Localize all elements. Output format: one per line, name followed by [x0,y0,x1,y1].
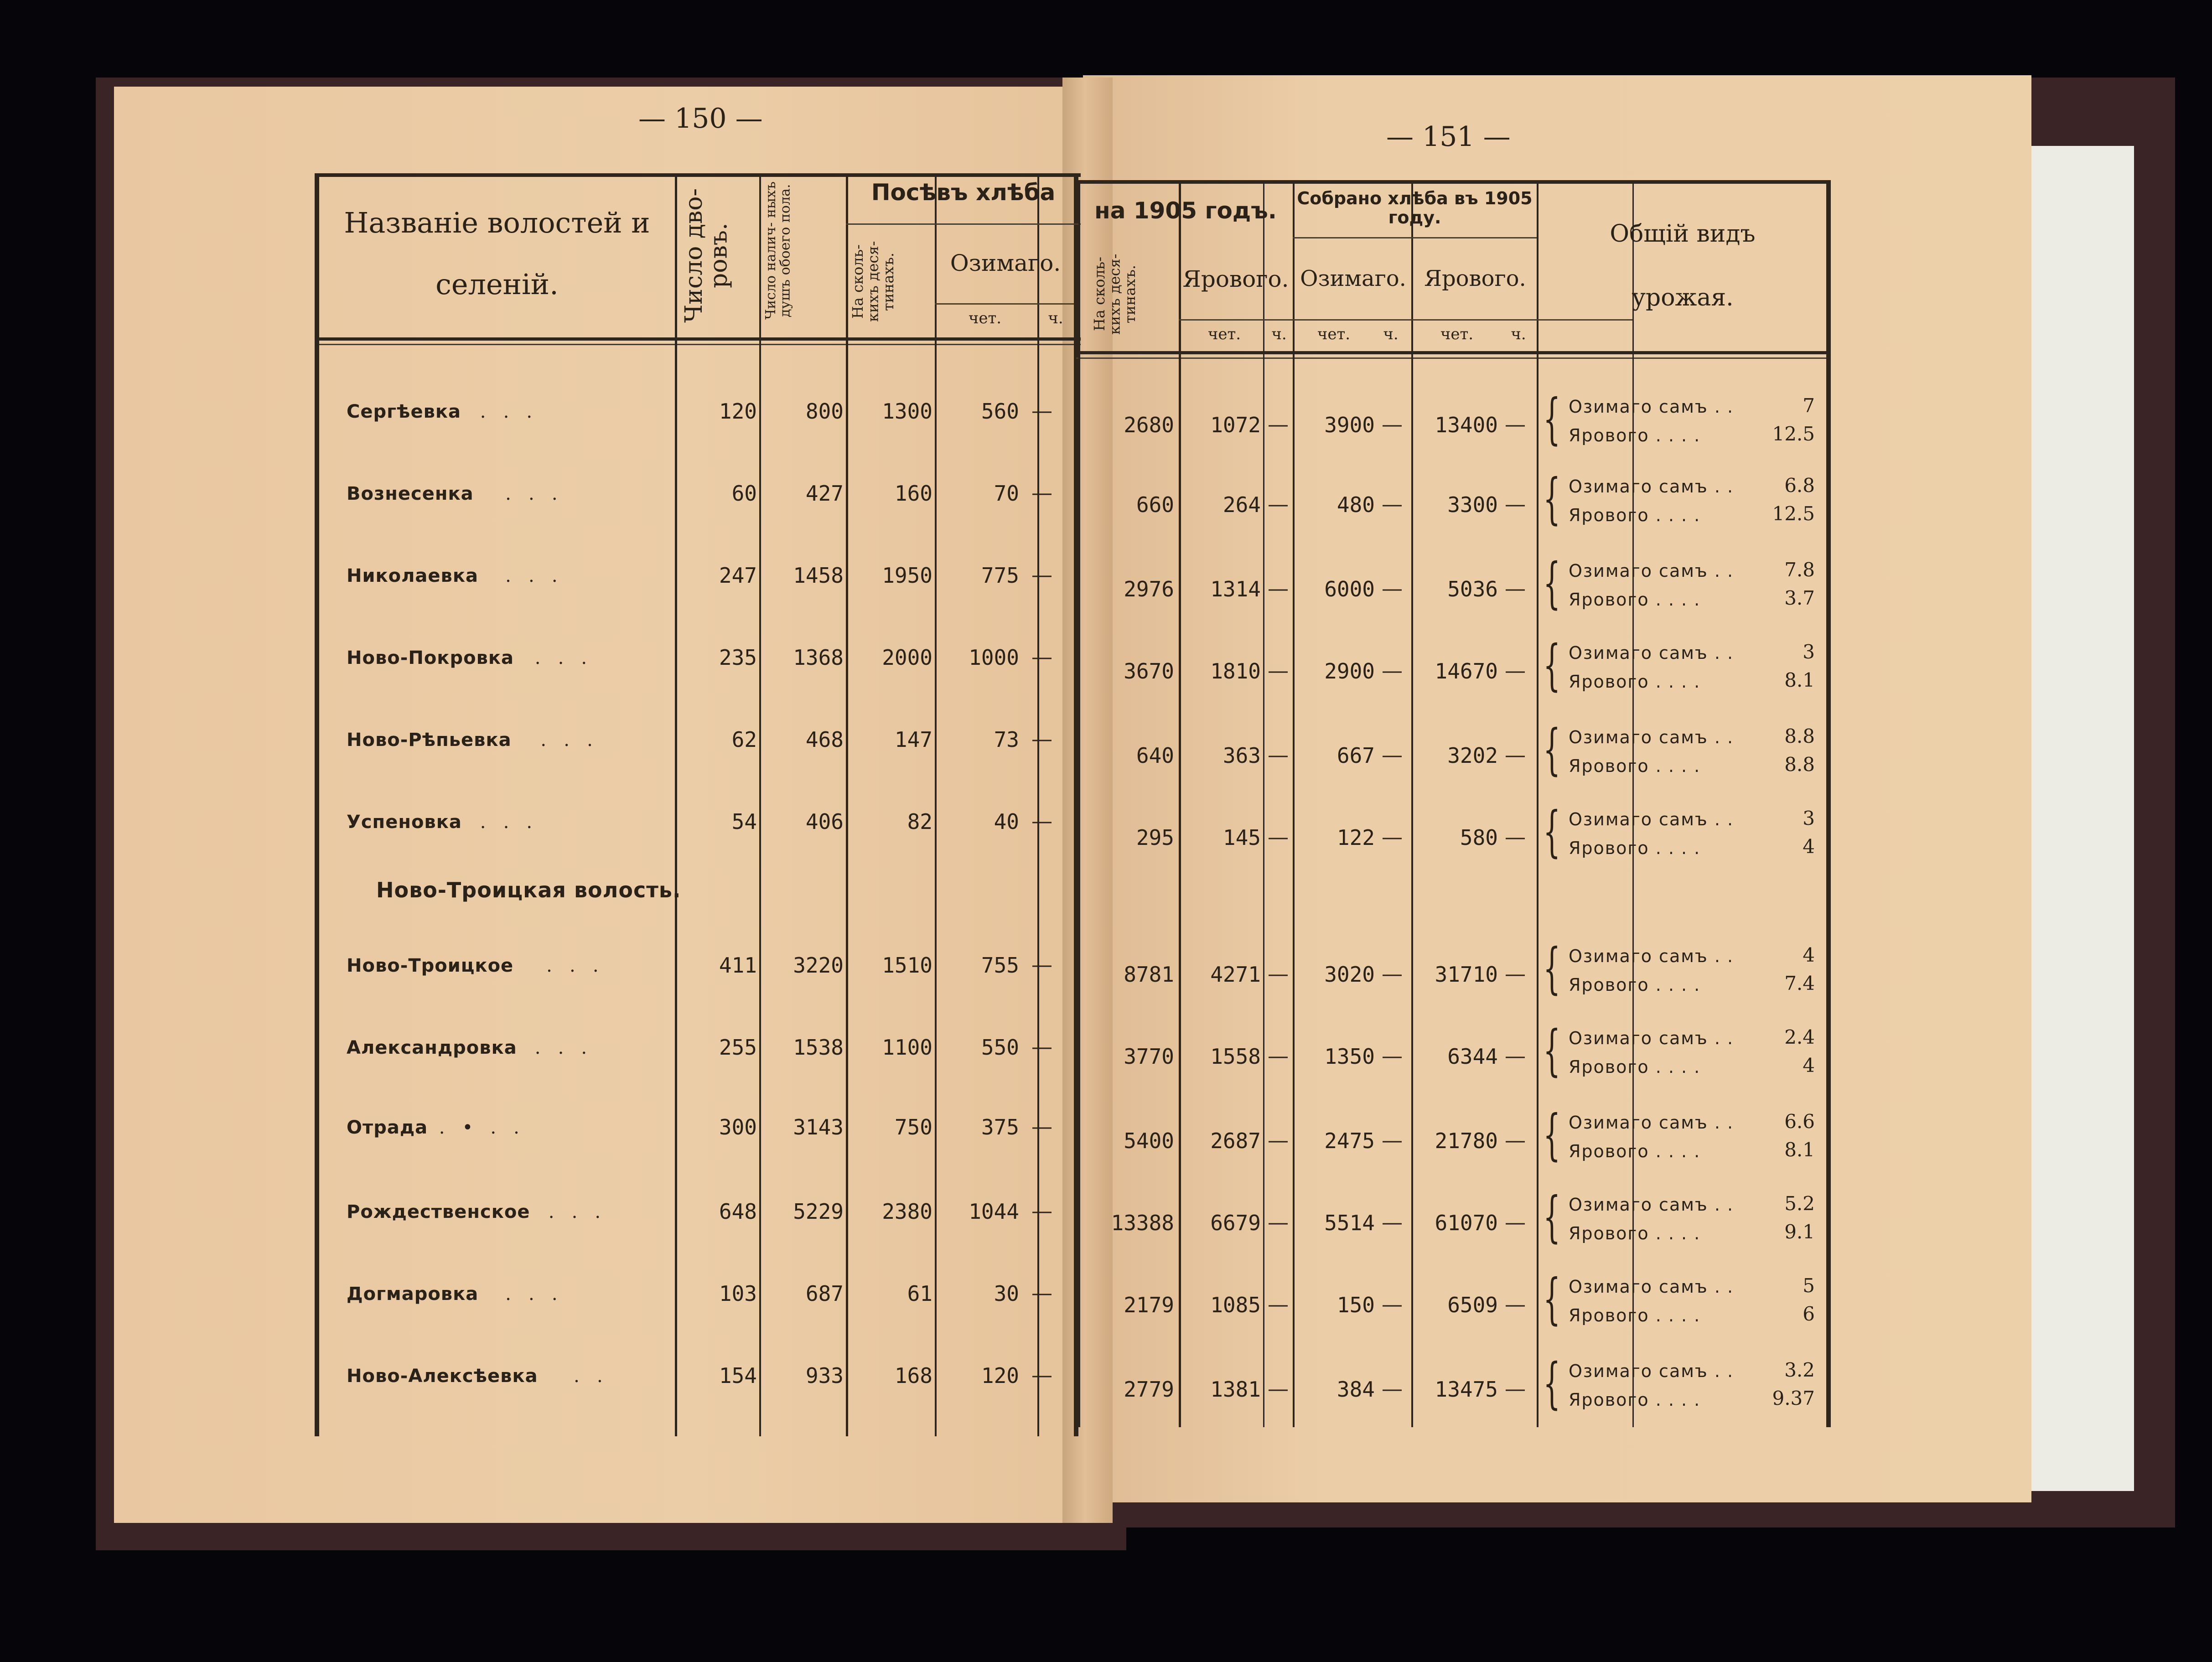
table-rule [1411,180,1413,1427]
header-desyatin-left: На сколь- кихъ деся- тинахъ. [849,241,897,322]
table-rule [1076,180,1829,184]
village-name: Ново-Троицкое [347,955,514,976]
header-ch-r1: ч. [1271,325,1287,343]
header-spring-left: Ярового. [1182,266,1289,292]
leader-dots: . . . [529,955,599,976]
collected-winter-dash: — [1382,1210,1403,1234]
collected-winter-value: 667 [1337,743,1375,768]
souls-value: 3143 [793,1115,844,1139]
header-collected-winter: Озимаго. [1300,266,1406,291]
harvest-winter-yield: 7 [1803,394,1815,417]
table-rule [1076,357,1829,359]
harvest-spring-yield: 7.4 [1784,972,1815,994]
leader-dots: . • . . [433,1117,519,1138]
sown-spring-desyatin-value: 8781 [1124,962,1174,987]
harvest-spring-label: Ярового . . . . [1569,838,1701,858]
collected-spring-dash: — [1505,1376,1526,1401]
spring-ch-dash: — [1268,1292,1289,1316]
village-name: Ново-Покровка [347,647,514,668]
village-name: Ново-Алексѣевка [347,1366,538,1387]
sown-spring-desyatin-value: 3770 [1124,1044,1174,1069]
collected-spring-dash: — [1505,576,1526,601]
harvest-winter-yield: 6.6 [1784,1110,1815,1133]
spring-chet-value: 4271 [1210,962,1261,987]
sown-spring-desyatin-value: 640 [1136,743,1174,768]
collected-winter-dash: — [1382,1376,1403,1401]
harvest-spring-label: Ярового . . . . [1569,1223,1701,1243]
sown-spring-desyatin-value: 5400 [1124,1129,1174,1153]
harvest-spring-yield: 3.7 [1784,587,1815,609]
souls-value: 933 [805,1363,844,1388]
table-rule [846,223,1081,225]
winter-ch-dash: — [1031,808,1052,833]
harvest-brace: { [1543,800,1561,864]
harvest-spring-label: Ярового . . . . [1569,505,1701,525]
collected-spring-dash: — [1505,492,1526,516]
table-rule [315,337,1081,341]
spring-ch-dash: — [1268,1128,1289,1152]
header-harvest-line2: урожая. [1632,284,1734,311]
header-chet-left: чет. [968,309,1002,327]
header-name-line2: селеній. [435,268,559,301]
table-rule [1179,180,1181,1427]
table-rule [1537,180,1539,1427]
harvest-winter-yield: 7.8 [1784,559,1815,581]
collected-winter-value: 3020 [1324,962,1375,987]
sown-spring-desyatin-value: 3670 [1124,659,1174,683]
collected-winter-dash: — [1382,742,1403,767]
spring-chet-value: 363 [1223,743,1261,768]
leader-dots: . . . [529,647,587,668]
table-rule [1293,180,1295,1427]
harvest-winter-yield: 5 [1803,1274,1815,1297]
header-sowing-title-cont: на 1905 годъ. [1094,197,1277,224]
harvest-winter-label: Озимаго самъ . . [1569,476,1734,497]
table-rule [675,173,677,1436]
table-rule [1263,180,1264,1427]
households-value: 235 [719,645,757,670]
collected-spring-dash: — [1505,1128,1526,1152]
harvest-winter-label: Озимаго самъ . . [1569,1028,1734,1048]
harvest-winter-label: Озимаго самъ . . [1569,397,1734,417]
collected-spring-value: 580 [1460,825,1498,850]
collected-winter-value: 6000 [1324,577,1375,601]
collected-spring-value: 5036 [1447,577,1498,601]
harvest-winter-label: Озимаго самъ . . [1569,1277,1734,1297]
table-rule [846,173,848,1436]
collected-spring-value: 6509 [1447,1293,1498,1317]
winter-ch-dash: — [1031,1362,1052,1387]
spring-chet-value: 1558 [1210,1044,1261,1069]
households-value: 120 [719,399,757,424]
collected-spring-value: 6344 [1447,1044,1498,1069]
collected-spring-dash: — [1505,961,1526,986]
table-rule [1076,351,1829,354]
harvest-spring-yield: 8.1 [1784,1139,1815,1161]
harvest-spring-label: Ярового . . . . [1569,672,1701,692]
village-name: Сергѣевка [347,401,461,422]
harvest-brace: { [1543,1019,1561,1082]
winter-chet-value: 40 [994,809,1019,834]
harvest-winter-yield: 3 [1803,641,1815,663]
leader-dots: . . . [488,565,558,586]
collected-winter-value: 384 [1337,1377,1375,1402]
sown-winter-desyatin-value: 2000 [882,645,932,670]
collected-winter-value: 122 [1337,825,1375,850]
winter-ch-dash: — [1031,1114,1052,1139]
winter-ch-dash: — [1031,398,1052,423]
collected-winter-value: 5514 [1324,1211,1375,1235]
winter-ch-dash: — [1031,1198,1052,1223]
collected-spring-value: 13400 [1435,413,1498,437]
souls-value: 406 [805,809,844,834]
collected-winter-value: 3900 [1324,413,1375,437]
sown-spring-desyatin-value: 2976 [1124,577,1174,601]
sown-spring-desyatin-value: 2680 [1124,413,1174,437]
sown-winter-desyatin-value: 147 [894,727,932,752]
winter-chet-value: 73 [994,727,1019,752]
collected-winter-dash: — [1382,576,1403,601]
collected-spring-dash: — [1505,1043,1526,1068]
harvest-spring-label: Ярового . . . . [1569,975,1701,995]
collected-winter-dash: — [1382,492,1403,516]
table-rule [1826,180,1831,1427]
households-value: 247 [719,563,757,588]
households-value: 300 [719,1115,757,1139]
spring-ch-dash: — [1268,742,1289,767]
collected-winter-dash: — [1382,824,1403,849]
harvest-winter-yield: 6.8 [1784,474,1815,497]
spring-chet-value: 1085 [1210,1293,1261,1317]
households-value: 54 [731,809,757,834]
left-page [114,87,1085,1523]
households-value: 103 [719,1281,757,1306]
households-value: 154 [719,1363,757,1388]
village-name: Догмаровка [347,1284,479,1305]
table-rule [315,173,1081,177]
harvest-spring-yield: 4 [1803,835,1815,858]
harvest-winter-label: Озимаго самъ . . [1569,809,1734,829]
collected-winter-value: 1350 [1324,1044,1375,1069]
collected-spring-value: 14670 [1435,659,1498,683]
table-rule [1414,319,1632,321]
winter-chet-value: 1000 [969,645,1019,670]
harvest-brace: { [1543,552,1561,615]
harvest-brace: { [1543,1186,1561,1249]
header-ch-r3: ч. [1511,325,1526,343]
harvest-winter-label: Озимаго самъ . . [1569,1361,1734,1381]
spring-ch-dash: — [1268,824,1289,849]
spring-chet-value: 2687 [1210,1129,1261,1153]
harvest-brace: { [1543,1352,1561,1415]
spring-ch-dash: — [1268,412,1289,436]
collected-spring-dash: — [1505,824,1526,849]
table-rule [935,303,1074,305]
harvest-spring-yield: 8.1 [1784,669,1815,691]
harvest-spring-yield: 12.5 [1772,423,1815,445]
collected-spring-value: 13475 [1435,1377,1498,1402]
harvest-brace: { [1543,1268,1561,1331]
sown-winter-desyatin-value: 160 [894,481,932,506]
village-name: Вознесенка [347,483,474,504]
spring-ch-dash: — [1268,658,1289,683]
harvest-brace: { [1543,937,1561,1000]
winter-chet-value: 1044 [969,1199,1019,1224]
sown-winter-desyatin-value: 82 [907,809,932,834]
harvest-brace: { [1543,718,1561,782]
header-desyatin-right: На сколь- кихъ деся- тинахъ. [1091,254,1139,335]
header-collected-spring: Ярового. [1424,266,1526,291]
harvest-spring-yield: 6 [1803,1303,1815,1325]
harvest-winter-yield: 3.2 [1784,1359,1815,1381]
spring-ch-dash: — [1268,492,1289,516]
header-ch-r2: ч. [1383,325,1399,343]
winter-ch-dash: — [1031,480,1052,505]
leader-dots: . . . [488,483,558,504]
spring-ch-dash: — [1268,961,1289,986]
harvest-spring-label: Ярового . . . . [1569,590,1701,610]
souls-value: 5229 [793,1199,844,1224]
page-number-left: — 150 — [638,103,763,135]
leader-dots: . . . [529,730,593,751]
page-number-right: — 151 — [1386,121,1511,153]
harvest-spring-label: Ярового . . . . [1569,1057,1701,1077]
winter-ch-dash: — [1031,644,1052,669]
winter-chet-value: 70 [994,481,1019,506]
spring-chet-value: 6679 [1210,1211,1261,1235]
collected-spring-value: 31710 [1435,962,1498,987]
souls-value: 687 [805,1281,844,1306]
spring-chet-value: 264 [1223,492,1261,517]
leader-dots: . . . [488,1284,558,1305]
winter-ch-dash: — [1031,1280,1052,1305]
table-rule [1074,173,1078,1436]
harvest-winter-yield: 8.8 [1784,725,1815,747]
collected-winter-dash: — [1382,412,1403,436]
harvest-spring-label: Ярового . . . . [1569,1305,1701,1325]
harvest-brace: { [1543,634,1561,697]
village-name: Отрада [347,1117,428,1138]
collected-winter-dash: — [1382,1292,1403,1316]
collected-winter-value: 480 [1337,492,1375,517]
harvest-winter-label: Озимаго самъ . . [1569,1113,1734,1133]
section-title: Ново-Троицкая волость. [376,878,681,902]
harvest-winter-yield: 5.2 [1784,1192,1815,1215]
winter-chet-value: 755 [981,953,1019,978]
table-rule [315,344,1081,345]
collected-spring-value: 61070 [1435,1211,1498,1235]
header-ch-left: ч. [1048,309,1063,327]
header-sowing-title: Посѣвъ хлѣба [871,179,1056,206]
winter-ch-dash: — [1031,562,1052,587]
leader-dots: . . . [529,1037,587,1058]
leader-dots: . . . [474,812,533,833]
sown-spring-desyatin-value: 13388 [1111,1211,1174,1235]
collected-spring-value: 3300 [1447,492,1498,517]
harvest-winter-label: Озимаго самъ . . [1569,727,1734,747]
harvest-brace: { [1543,1103,1561,1167]
header-winter-left: Озимаго. [950,250,1061,276]
winter-chet-value: 30 [994,1281,1019,1306]
winter-chet-value: 375 [981,1115,1019,1139]
spring-ch-dash: — [1268,576,1289,601]
harvest-spring-label: Ярового . . . . [1569,756,1701,776]
harvest-spring-yield: 9.1 [1784,1221,1815,1243]
header-harvest-line1: Общій видъ [1610,220,1756,248]
sown-spring-desyatin-value: 2779 [1124,1377,1174,1402]
harvest-spring-label: Ярового . . . . [1569,1141,1701,1161]
collected-winter-dash: — [1382,658,1403,683]
collected-winter-value: 2900 [1324,659,1375,683]
households-value: 648 [719,1199,757,1224]
harvest-winter-yield: 4 [1803,944,1815,966]
collected-spring-dash: — [1505,1210,1526,1234]
winter-chet-value: 775 [981,563,1019,588]
collected-spring-value: 21780 [1435,1129,1498,1153]
village-name: Рождественское [347,1201,530,1222]
sown-winter-desyatin-value: 750 [894,1115,932,1139]
harvest-winter-label: Озимаго самъ . . [1569,561,1734,581]
sown-spring-desyatin-value: 2179 [1124,1293,1174,1317]
sown-winter-desyatin-value: 168 [894,1363,932,1388]
winter-chet-value: 560 [981,399,1019,424]
sown-winter-desyatin-value: 1950 [882,563,932,588]
spring-chet-value: 1072 [1210,413,1261,437]
collected-winter-dash: — [1382,961,1403,986]
sown-winter-desyatin-value: 61 [907,1281,932,1306]
harvest-spring-yield: 4 [1803,1054,1815,1077]
harvest-winter-yield: 2.4 [1784,1026,1815,1048]
spring-ch-dash: — [1268,1043,1289,1068]
winter-ch-dash: — [1031,952,1052,977]
collected-winter-dash: — [1382,1128,1403,1152]
spring-chet-value: 145 [1223,825,1261,850]
sown-winter-desyatin-value: 1100 [882,1035,932,1060]
header-collected-title: Собрано хлѣба въ 1905 году. [1297,188,1533,228]
spring-chet-value: 1381 [1210,1377,1261,1402]
harvest-winter-label: Озимаго самъ . . [1569,1195,1734,1215]
header-chet-r2: чет. [1317,325,1351,343]
winter-ch-dash: — [1031,726,1052,751]
leader-dots: . . . [543,1201,601,1222]
header-name-line1: Названіе волостей и [344,206,650,239]
sown-spring-desyatin-value: 660 [1136,492,1174,517]
village-name: Александровка [347,1037,517,1058]
village-name: Николаевка [347,565,479,586]
harvest-winter-yield: 3 [1803,807,1815,829]
households-value: 411 [719,953,757,978]
winter-ch-dash: — [1031,1034,1052,1059]
souls-value: 800 [805,399,844,424]
households-value: 62 [731,727,757,752]
harvest-brace: { [1543,388,1561,451]
winter-chet-value: 120 [981,1363,1019,1388]
winter-chet-value: 550 [981,1035,1019,1060]
harvest-spring-yield: 12.5 [1772,502,1815,525]
harvest-spring-yield: 9.37 [1772,1387,1815,1409]
leader-dots: . . [556,1366,603,1387]
harvest-spring-yield: 8.8 [1784,753,1815,776]
header-chet-r1: чет. [1207,325,1241,343]
village-name: Успеновка [347,812,462,833]
table-rule [1037,173,1039,1436]
table-rule [1078,180,1080,1427]
spring-chet-value: 1810 [1210,659,1261,683]
souls-value: 468 [805,727,844,752]
collected-spring-dash: — [1505,412,1526,436]
souls-value: 3220 [793,953,844,978]
harvest-spring-label: Ярового . . . . [1569,425,1701,445]
souls-value: 1458 [793,563,844,588]
table-rule [1293,237,1537,238]
souls-value: 1368 [793,645,844,670]
households-value: 255 [719,1035,757,1060]
collected-spring-dash: — [1505,658,1526,683]
sown-winter-desyatin-value: 1300 [882,399,932,424]
collected-spring-dash: — [1505,1292,1526,1316]
sown-spring-desyatin-value: 295 [1136,825,1174,850]
collected-spring-dash: — [1505,742,1526,767]
table-rule [315,173,319,1436]
sown-winter-desyatin-value: 2380 [882,1199,932,1224]
harvest-winter-label: Озимаго самъ . . [1569,643,1734,663]
header-households: Число дво- ровъ. [680,188,733,323]
spring-ch-dash: — [1268,1210,1289,1234]
spring-chet-value: 1314 [1210,577,1261,601]
harvest-brace: { [1543,467,1561,531]
header-souls: Число налич- ныхъ душъ обоего пола. [763,181,793,320]
leader-dots: . . . [474,401,533,422]
households-value: 60 [731,481,757,506]
collected-winter-value: 150 [1337,1293,1375,1317]
harvest-spring-label: Ярового . . . . [1569,1390,1701,1410]
header-chet-r3: чет. [1440,325,1474,343]
collected-winter-value: 2475 [1324,1129,1375,1153]
village-name: Ново-Рѣпьевка [347,730,512,751]
collected-spring-value: 3202 [1447,743,1498,768]
souls-value: 427 [805,481,844,506]
sown-winter-desyatin-value: 1510 [882,953,932,978]
collected-winter-dash: — [1382,1043,1403,1068]
spring-ch-dash: — [1268,1376,1289,1401]
harvest-winter-label: Озимаго самъ . . [1569,946,1734,966]
blank-leaf [2020,146,2134,1491]
table-rule [759,173,761,1436]
table-rule [935,173,937,1436]
souls-value: 1538 [793,1035,844,1060]
